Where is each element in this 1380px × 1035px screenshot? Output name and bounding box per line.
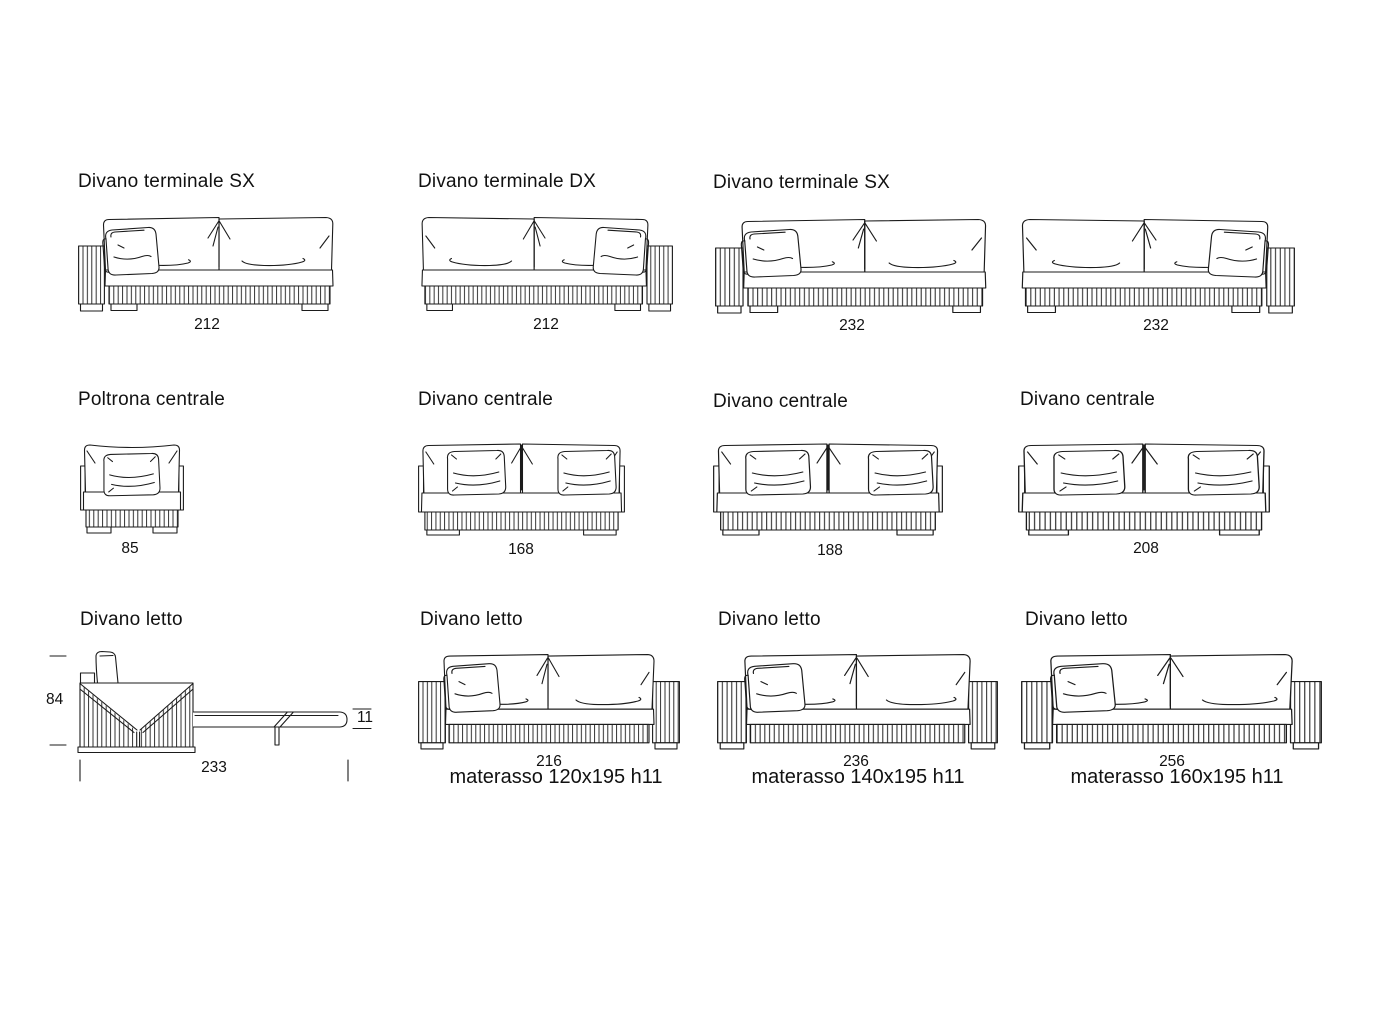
product-title: Divano centrale	[1020, 389, 1156, 410]
width-dimension-label: 212	[194, 316, 220, 333]
product-title: Divano letto	[718, 609, 821, 630]
height-dimension-label: 84	[46, 691, 64, 708]
mattress-thickness-label: 11	[356, 709, 374, 726]
width-dimension-label: 232	[839, 317, 865, 334]
product-title: Divano letto	[80, 609, 183, 630]
product-title: Poltrona centrale	[78, 389, 226, 410]
mattress-size-label: materasso 120x195 h11	[449, 766, 663, 788]
sofa-terminal-right-drawing	[1018, 217, 1295, 314]
sofa-central-drawing	[713, 442, 943, 535]
product-title: Divano terminale DX	[418, 171, 597, 192]
sofa-central-drawing	[418, 442, 625, 535]
sofa-terminal-left-drawing	[78, 215, 337, 312]
mattress-size-label: materasso 140x195 h11	[751, 766, 965, 788]
product-title: Divano centrale	[418, 389, 554, 410]
length-dimension-label: 233	[201, 759, 227, 776]
product-title: Divano terminale SX	[78, 171, 255, 192]
width-dimension-label: 232	[1143, 317, 1169, 334]
product-title: Divano letto	[420, 609, 523, 630]
sofa-bed-front-drawing	[1021, 653, 1322, 750]
width-dimension-label: 216	[536, 753, 562, 770]
sofa-central-drawing	[1018, 442, 1270, 535]
width-dimension-label: 168	[508, 541, 534, 558]
width-dimension-label: 188	[817, 542, 843, 559]
width-dimension-label: 208	[1133, 540, 1159, 557]
width-dimension-label: 212	[533, 316, 559, 333]
sofa-bed-front-drawing	[418, 653, 680, 750]
product-title: Divano centrale	[713, 391, 849, 412]
width-dimension-label: 85	[121, 540, 139, 557]
product-title: Divano letto	[1025, 609, 1128, 630]
width-dimension-label: 236	[843, 753, 869, 770]
sofa-terminal-right-drawing	[418, 215, 673, 312]
sofa-bed-front-drawing	[717, 653, 998, 750]
armchair-drawing	[80, 442, 184, 534]
width-dimension-label: 256	[1159, 753, 1185, 770]
mattress-size-label: materasso 160x195 h11	[1070, 766, 1284, 788]
product-title: Divano terminale SX	[713, 172, 890, 193]
sofa-terminal-left-drawing	[715, 217, 990, 314]
